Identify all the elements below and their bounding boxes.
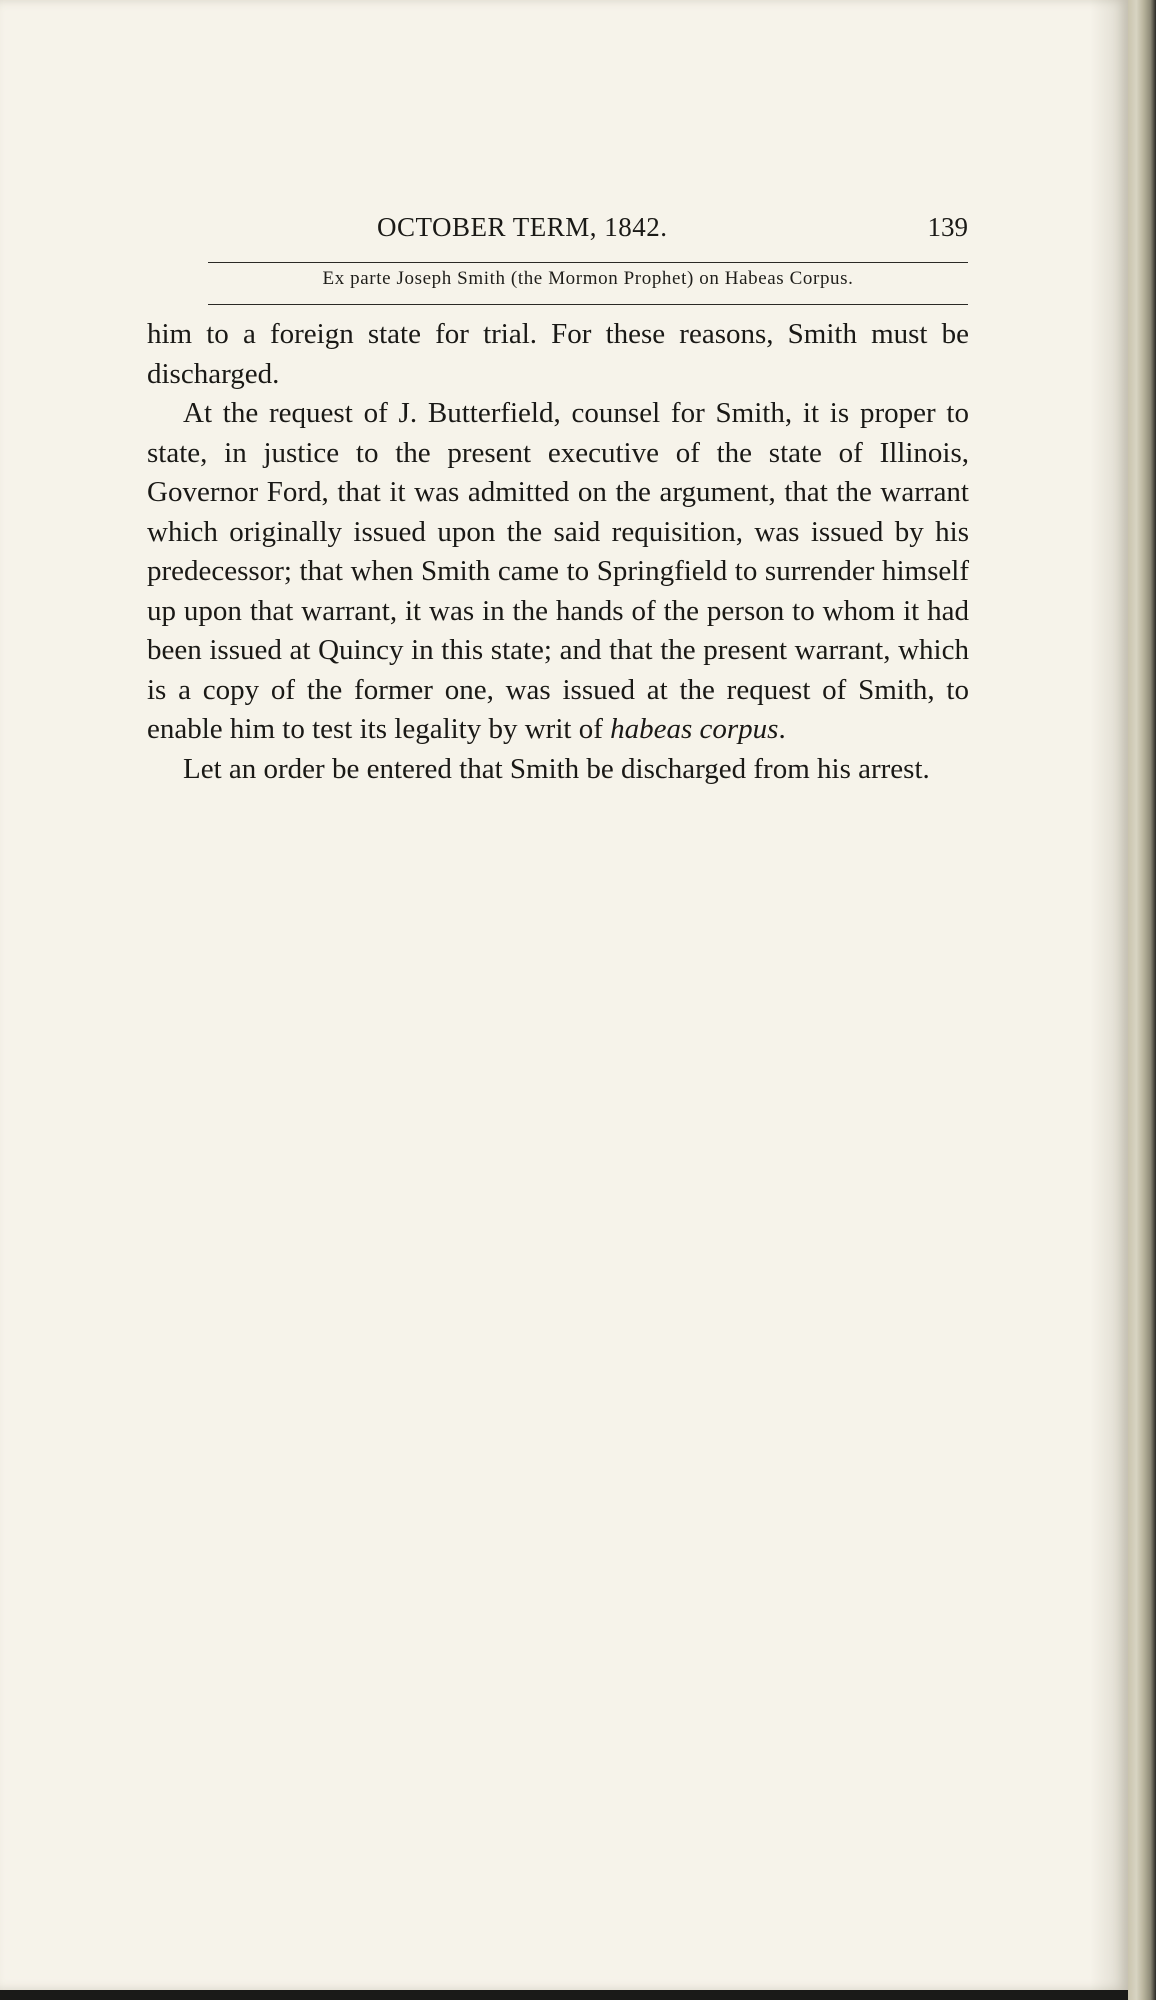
page-gutter-shadow	[1090, 0, 1128, 1990]
paragraph-2-end: .	[778, 713, 786, 745]
paragraph-2-text: At the request of J. Butterfield, counsel for Smith, it is proper to state, in justice to the present executive of the state of Illinois, Governor Ford, that it was admitted on the argument, that the warrant which originally issued upon the said requisition, was issued by his predecessor; that when Smith came to Springfield to surrender himself up upon that warrant, it was in the hands of the person to whom it had been issued at Quincy in this state; and that the present warrant, which is a copy of the former one, was issued at the request of Smith, to enable him to test its legality by writ of	[147, 397, 969, 745]
paragraph-2-italic: habeas corpus	[610, 713, 779, 745]
page-number: 139	[927, 212, 968, 242]
page-edge	[1128, 0, 1156, 2000]
header-rule-top	[208, 262, 968, 263]
running-head	[212, 212, 968, 256]
header-rule-bottom	[208, 304, 968, 305]
case-subhead: Ex parte Joseph Smith (the Mormon Prophet) on Habeas Corpus.	[322, 268, 854, 289]
body-text	[147, 315, 969, 789]
paragraph-3: Let an order be entered that Smith be discharged from his arrest.	[183, 752, 930, 785]
running-title: OCTOBER TERM, 1842.	[377, 212, 668, 242]
paragraph-2	[147, 394, 969, 750]
paragraph-1: him to a foreign state for trial. For these reasons, Smith must be discharged.	[147, 318, 969, 390]
